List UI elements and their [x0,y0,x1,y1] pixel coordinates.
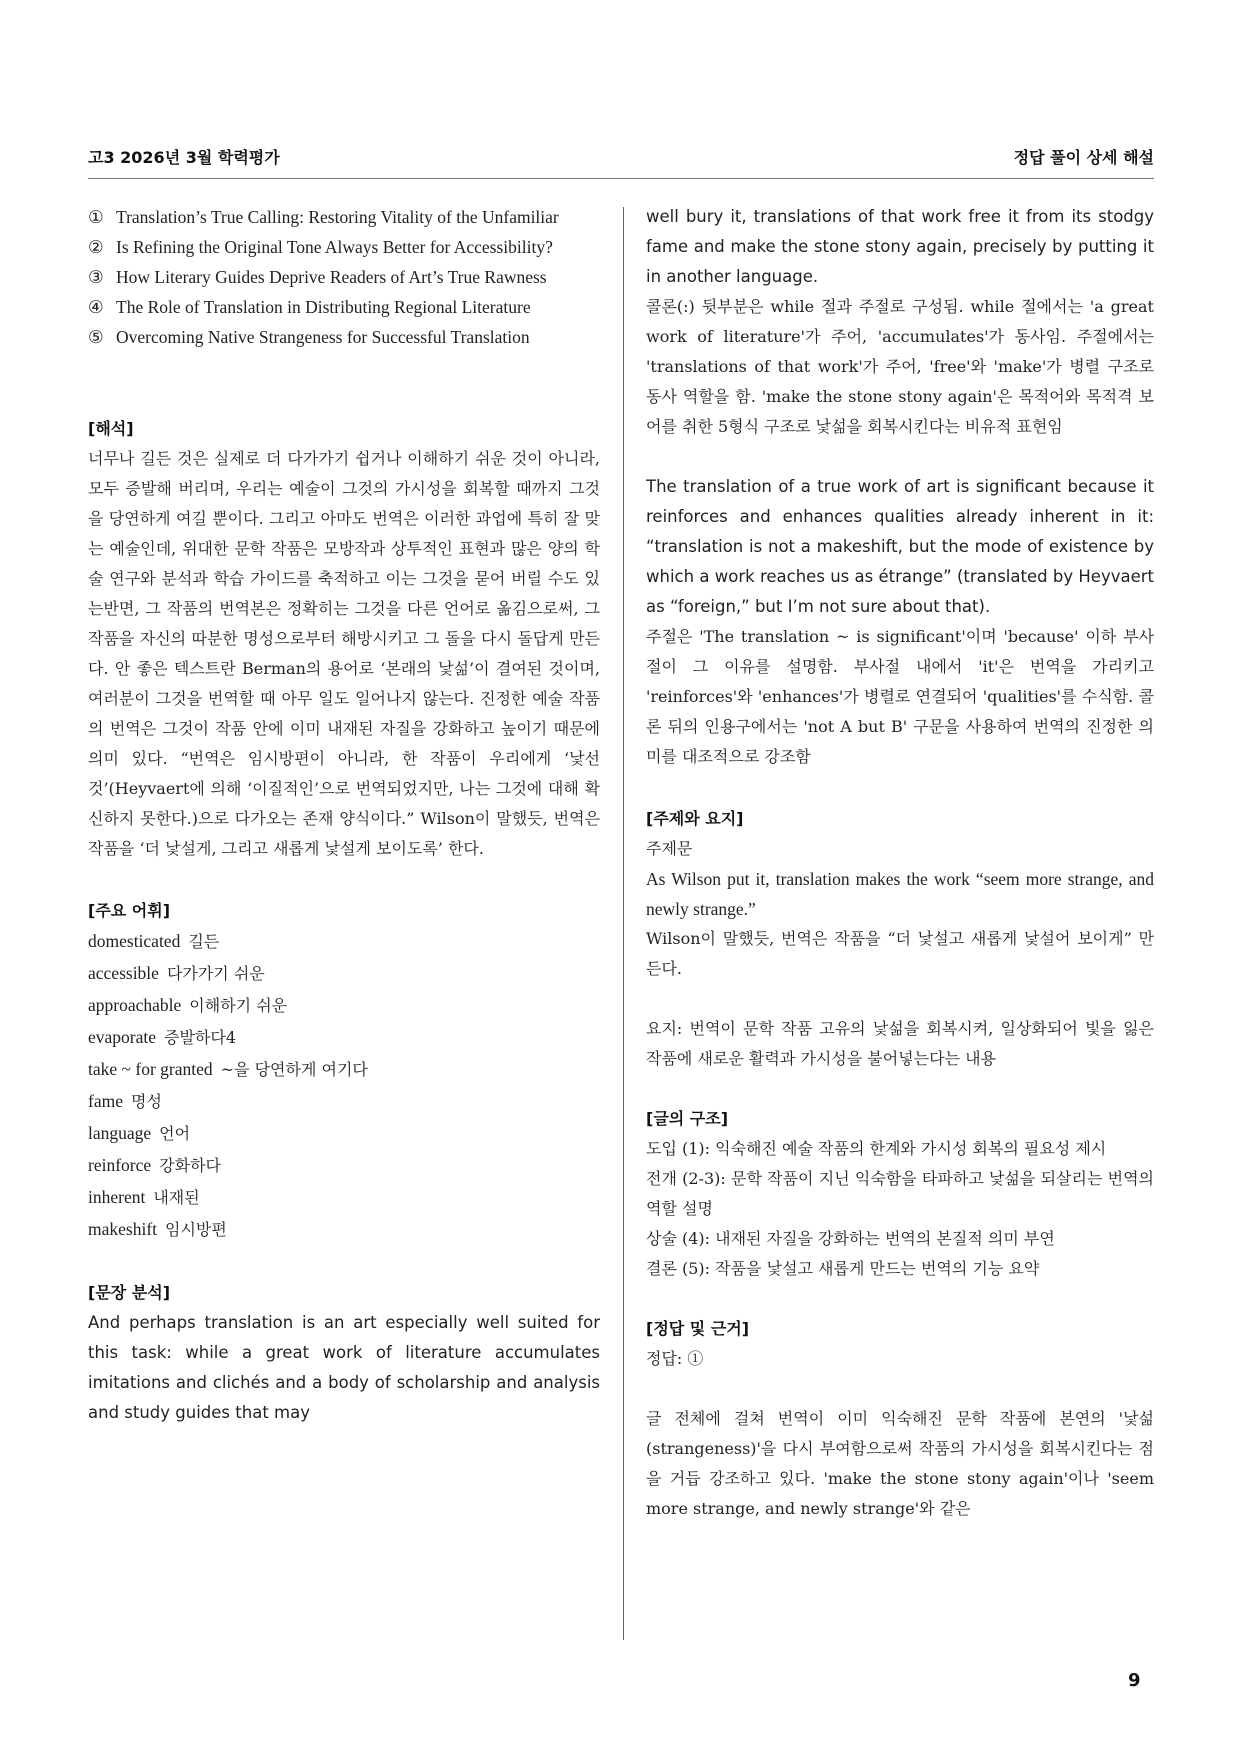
right-column [646,202,1154,1524]
vocab-item: take ~ for granted ~을 당연하게 여기다 [88,1059,368,1079]
structure-item: 상술 (4): 내재된 자질을 강화하는 번역의 본질적 의미 부연 [646,1229,1055,1248]
left-column [88,202,600,1428]
option-number: ② [88,237,104,257]
vocab-item: inherent 내재된 [88,1187,200,1207]
option-text: The Role of Translation in Distributing Regional Literature [116,297,531,317]
page-header [88,143,1154,179]
option-5 [88,322,600,352]
answer-line: 정답: ① [646,1349,704,1368]
structure-item: 도입 (1): 익숙해진 예술 작품의 한계와 가시성 회복의 필요성 제시 [646,1139,1107,1158]
option-text: How Literary Guides Deprive Readers of Art’s True Rawness [116,267,547,287]
interpretation-body: 너무나 길든 것은 실제로 더 다가가기 쉽거나 이해하기 쉬운 것이 아니라, 모두 증발해 버리며, 우리는 예술이 그것의 가시성을 회복할 때까지 그것을 당연하게 여길 뿐이다. 그리고 아마도 번역은 이러한 과업에 특히 잘 맞는 예술인데, 위대한 문학 작품은 모방작과 상투적인 표현과 많은 양의 학술 연구와 분석과 학습 가이드를 축적하고 이는 그것을 묻어 버릴 수도 있는반면, 그 작품의 번역본은 정확히는 그것을 다른 언어로 옮김으로써, 그 작품을 자신의 따분한 명성으로부터 해방시키고 그 돌을 다시 돌답게 만든다. 안 좋은 텍스트란 Berman의 용어로 ‘본래의 낯섦’이 결여된 것이며, 여러분이 그것을 번역할 때 아무 일도 일어나지 않는다. 진정한 예술 작품의 번역은 그것이 작품 안에 이미 내재된 자질을 강화하고 높이기 때문에 의미 있다. “번역은 임시방편이 아니라, 한 작품이 우리에게 ‘낯선 것’(Heyvaert에 의해 ‘이질적인’으로 번역되었지만, 나는 그것에 대해 확신하지 못한다.)으로 다가오는 존재 양식이다.” Wilson이 말했듯, 번역은 작품을 ‘더 낯설게, 그리고 새롭게 낯설게 보이도록’ 한다. [88,449,600,858]
vocab-item: evaporate 증발하다4 [88,1027,237,1047]
topic-sentence-en: As Wilson put it, translation makes the work “seem more strange, and newly strange.” [646,869,1154,919]
vocabulary-heading: [주요 어휘] [88,901,171,920]
option-3 [88,262,600,292]
vocab-item: fame 명성 [88,1091,162,1111]
interpretation-heading: [해석] [88,419,134,438]
analysis-explanation-2: 주절은 'The translation ~ is significant'이며 'because' 이하 부사절이 그 이유를 설명함. 부사절 내에서 'it'은 번역을 가리키고 'reinforces'와 'enhances'가 병렬로 연결되어 'qualities'를 수식함. 콜론 뒤의 인용구에서는 'not A but B' 구문을 사용하여 번역의 진정한 의미를 대조적으로 강조함 [646,627,1154,766]
answer-options [88,202,600,352]
vocab-item: makeshift 임시방편 [88,1219,227,1239]
exam-title: 고3 2026년 3월 학력평가 [88,148,280,167]
section-title: 정답 풀이 상세 해설 [1013,148,1154,167]
column-divider [623,207,624,1640]
vocab-item: reinforce 강화하다 [88,1155,221,1175]
theme-heading: [주제와 요지] [646,809,744,828]
option-number: ③ [88,267,104,287]
answer-heading: [정답 및 근거] [646,1319,750,1338]
vocab-item: language 언어 [88,1123,191,1143]
option-number: ① [88,207,104,227]
option-number: ④ [88,297,104,317]
analysis-sentence-2: The translation of a true work of art is significant because it reinforces and enhances qualities already inherent in it: “translation is not a makeshift, but the mode of existence by which a work reaches us as étrange” (translated by Heyvaert as “foreign,” but I’m not sure about that). [646,477,1154,616]
vocab-item: accessible 다가가기 쉬운 [88,963,265,983]
answer-rationale: 글 전체에 걸쳐 번역이 이미 익숙해진 문학 작품에 본연의 '낯섦(strangeness)'을 다시 부여함으로써 작품의 가시성을 회복시킨다는 점을 거듭 강조하고 있다. 'make the stone stony again'이나 'seem more strange, and newly strange'와 같은 [646,1409,1154,1518]
topic-sentence-ko: Wilson이 말했듯, 번역은 작품을 “더 낯설고 새롭게 낯설어 보이게” 만든다. [646,929,1154,978]
option-4 [88,292,600,322]
structure-heading: [글의 구조] [646,1109,729,1128]
analysis-explanation-1: 콜론(:) 뒷부분은 while 절과 주절로 구성됨. while 절에서는 'a great work of literature'가 주어, 'accumulates'가 동사임. 주절에서는 'translations of that work'가 주어, 'free'와 'make'가 병렬 구조로 동사 역할을 함. 'make the stone stony again'은 목적어와 목적격 보어를 취한 5형식 구조로 낯섦을 회복시킨다는 비유적 표현임 [646,297,1154,436]
vocab-item: domesticated 길든 [88,931,220,951]
analysis-sentence-1-part-b: well bury it, translations of that work free it from its stodgy fame and make the stone stony again, precisely by putting it in another language. [646,207,1154,286]
option-number: ⑤ [88,327,104,347]
option-text: Is Refining the Original Tone Always Better for Accessibility? [116,237,553,257]
structure-item: 전개 (2-3): 문학 작품이 지닌 익숙함을 타파하고 낯섦을 되살리는 번역의 역할 설명 [646,1169,1154,1218]
analysis-sentence-1-part-a: And perhaps translation is an art especially well suited for this task: while a great work of literature accumulates imitations and clichés and a body of scholarship and analysis and study guides that may [88,1313,600,1422]
page-number: 9 [1128,1670,1141,1691]
sentence-analysis-heading: [문장 분석] [88,1283,171,1302]
vocab-item: approachable 이해하기 쉬운 [88,995,288,1015]
gist: 요지: 번역이 문학 작품 고유의 낯섦을 회복시켜, 일상화되어 빛을 잃은 작품에 새로운 활력과 가시성을 불어넣는다는 내용 [646,1019,1154,1068]
topic-label: 주제문 [646,839,693,858]
vocabulary-list [88,926,600,1246]
option-1 [88,202,600,232]
option-text: Overcoming Native Strangeness for Successful Translation [116,327,530,347]
option-text: Translation’s True Calling: Restoring Vitality of the Unfamiliar [116,207,559,227]
structure-item: 결론 (5): 작품을 낯설고 새롭게 만드는 번역의 기능 요약 [646,1259,1040,1278]
option-2 [88,232,600,262]
